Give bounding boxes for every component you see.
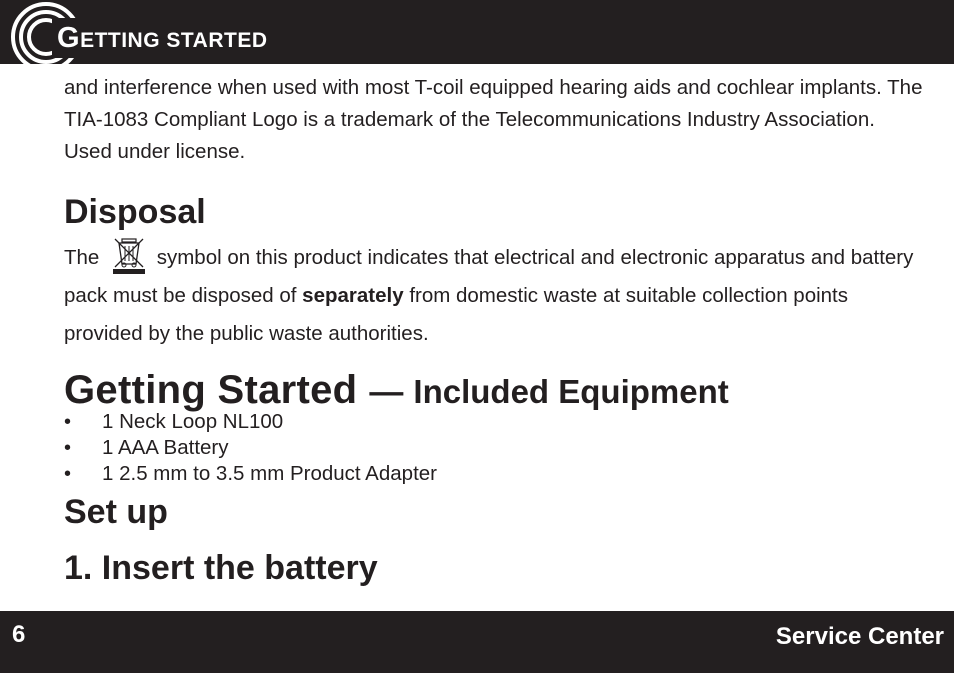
header-title	[57, 22, 268, 55]
disposal-text-end: from domestic waste at suitable collection points provided by the public waste authorities.	[64, 284, 848, 345]
disposal-text-middle: symbol on this product indicates that electrical and electronic apparatus and battery pack must be disposed of	[64, 246, 914, 307]
header-title-rest: ETTING STARTED	[80, 29, 268, 52]
list-item	[64, 435, 437, 461]
bullet-icon: •	[64, 437, 72, 459]
bullet-icon: •	[64, 463, 72, 485]
page-number: 6	[12, 621, 26, 648]
crossed-out-bin-icon	[109, 236, 149, 274]
header-bar	[0, 0, 954, 64]
list-item-label: 1 2.5 mm to 3.5 mm Product Adapter	[102, 462, 437, 485]
disposal-bold-word: separately	[302, 284, 404, 307]
included-equipment-list	[64, 409, 437, 487]
disposal-text-start: The	[64, 246, 100, 269]
footer-section-label: Service Center	[775, 623, 944, 650]
intro-paragraph: and interference when used with most T-coil equipped hearing aids and cochlear implants. The TIA-1083 Compliant Logo is a trademark of the Telecommunications Industry Association. Used under license.	[64, 76, 923, 163]
insert-battery-heading: 1. Insert the battery	[64, 549, 378, 587]
getting-started-heading-sub: Included Equipment	[413, 373, 729, 410]
setup-heading: Set up	[64, 493, 168, 531]
list-item	[64, 409, 437, 435]
disposal-paragraph	[64, 236, 924, 353]
list-item-label: 1 AAA Battery	[102, 436, 229, 459]
list-item	[64, 461, 437, 487]
getting-started-heading-dash: —	[369, 373, 404, 411]
list-item-label: 1 Neck Loop NL100	[102, 410, 284, 433]
header-title-initial: G	[57, 22, 81, 54]
disposal-heading: Disposal	[64, 193, 206, 231]
bullet-icon: •	[64, 411, 72, 433]
footer-bar	[0, 611, 954, 673]
getting-started-heading-main: Getting Started	[64, 368, 358, 412]
